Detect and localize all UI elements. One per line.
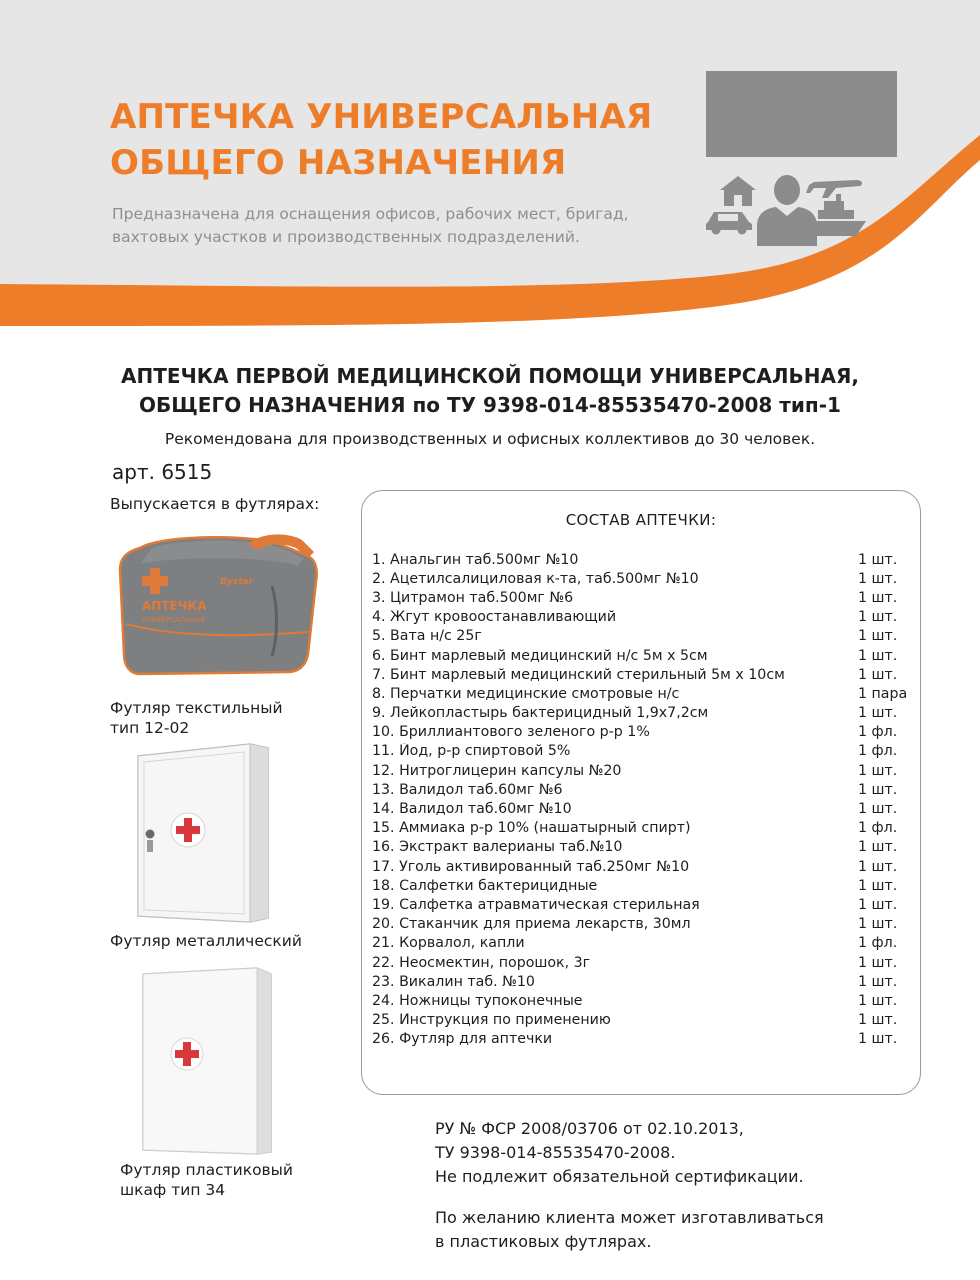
- item-quantity: 1 шт.: [858, 570, 898, 587]
- item-name: 6. Бинт марлевый медицинский н/с 5м х 5см: [372, 647, 708, 664]
- case-label-plastic: [120, 1160, 293, 1200]
- item-quantity: 1 фл.: [858, 820, 898, 837]
- item-quantity: 1 шт.: [858, 647, 898, 664]
- list-item: [372, 550, 918, 569]
- item-name: 16. Экстракт валерианы таб.№10: [372, 839, 623, 856]
- contents-list: [372, 550, 918, 1049]
- item-name: 17. Уголь активированный таб.250мг №10: [372, 858, 690, 875]
- list-item: [372, 742, 918, 761]
- item-quantity: 1 шт.: [858, 992, 898, 1009]
- cases-heading: Выпускается в футлярах:: [110, 495, 320, 513]
- metal-case-image: [130, 740, 275, 925]
- item-quantity: 1 шт.: [858, 839, 898, 856]
- list-item: [372, 1011, 918, 1030]
- item-quantity: 1 шт.: [858, 666, 898, 683]
- case-label-line2: шкаф тип 34: [120, 1181, 226, 1199]
- list-item: [372, 704, 918, 723]
- person-icon: [757, 175, 817, 246]
- item-name: 1. Анальгин таб.500мг №10: [372, 551, 579, 568]
- item-name: 18. Салфетки бактерицидные: [372, 877, 598, 894]
- item-quantity: 1 шт.: [858, 896, 898, 913]
- item-quantity: 1 шт.: [858, 1012, 898, 1029]
- hero-subtitle-line1: Предназначена для оснащения офисов, рабочих мест, бригад,: [112, 205, 629, 223]
- item-name: 4. Жгут кровоостанавливающий: [372, 609, 617, 626]
- case-label-metal: [110, 931, 302, 951]
- list-item: [372, 838, 918, 857]
- list-item: [372, 972, 918, 991]
- footer-line2: ТУ 9398-014-85535470-2008.: [435, 1143, 676, 1162]
- item-quantity: 1 фл.: [858, 935, 898, 952]
- item-name: 3. Цитрамон таб.500мг №6: [372, 589, 574, 606]
- article-number: арт. 6515: [112, 460, 213, 484]
- item-name: 8. Перчатки медицинские смотровые н/с: [372, 685, 680, 702]
- item-quantity: 1 шт.: [858, 628, 898, 645]
- item-quantity: 1 шт.: [858, 801, 898, 818]
- hero-subtitle: [112, 203, 672, 249]
- item-name: 20. Стаканчик для приема лекарств, 30мл: [372, 916, 691, 933]
- item-quantity: 1 шт.: [858, 916, 898, 933]
- case-label-line1: Футляр металлический: [110, 932, 302, 950]
- case-label-textile: [110, 698, 283, 738]
- list-item: [372, 684, 918, 703]
- item-name: 13. Валидол таб.60мг №6: [372, 781, 563, 798]
- list-item: [372, 876, 918, 895]
- list-item: [372, 665, 918, 684]
- footer-line5: в пластиковых футлярах.: [435, 1232, 652, 1251]
- item-quantity: 1 шт.: [858, 1031, 898, 1048]
- item-name: 19. Салфетка атравматическая стерильная: [372, 896, 700, 913]
- item-name: 10. Бриллиантового зеленого р-р 1%: [372, 724, 650, 741]
- plastic-case-image: [135, 966, 275, 1156]
- list-item: [372, 953, 918, 972]
- bag-subtitle: УНИВЕРСАЛЬНАЯ: [142, 616, 205, 624]
- bag-brand: Bystar: [220, 577, 253, 587]
- item-name: 26. Футляр для аптечки: [372, 1031, 553, 1048]
- item-quantity: 1 пара: [858, 685, 908, 702]
- item-name: 12. Нитроглицерин капсулы №20: [372, 762, 622, 779]
- house-icon: [720, 176, 756, 206]
- list-item: [372, 1030, 918, 1049]
- textile-case-image: [112, 526, 322, 686]
- bag-title: АПТЕЧКА: [142, 599, 207, 613]
- item-name: 14. Валидол таб.60мг №10: [372, 801, 572, 818]
- item-quantity: 1 шт.: [858, 954, 898, 971]
- lock-icon: [146, 830, 155, 839]
- ship-icon: [810, 194, 866, 236]
- recommendation-text: Рекомендована для производственных и офисных коллективов до 30 человек.: [164, 430, 816, 448]
- certification-info: [435, 1117, 824, 1254]
- item-quantity: 1 шт.: [858, 973, 898, 990]
- list-item: [372, 799, 918, 818]
- case-label-line1: Футляр текстильный: [110, 699, 283, 717]
- list-item: [372, 780, 918, 799]
- list-item: [372, 915, 918, 934]
- hero-title-line1: АПТЕЧКА УНИВЕРСАЛЬНАЯ: [110, 97, 653, 137]
- contents-title: СОСТАВ АПТЕЧКИ:: [565, 511, 717, 529]
- main-title: [60, 362, 920, 420]
- item-quantity: 1 шт.: [858, 877, 898, 894]
- item-quantity: 1 шт.: [858, 589, 898, 606]
- item-quantity: 1 шт.: [858, 781, 898, 798]
- main-title-line2: ОБЩЕГО НАЗНАЧЕНИЯ по ТУ 9398-014-85535470-2008 тип-1: [139, 393, 841, 417]
- hero-subtitle-line2: вахтовых участков и производственных подразделений.: [112, 228, 580, 246]
- list-item: [372, 895, 918, 914]
- contents-box: [361, 490, 921, 1095]
- item-name: 9. Лейкопластырь бактерицидный 1,9х7,2см: [372, 705, 709, 722]
- logo-placeholder: [706, 71, 897, 157]
- list-item: [372, 608, 918, 627]
- hero-title: [110, 94, 652, 186]
- case-label-line1: Футляр пластиковый: [120, 1161, 293, 1179]
- item-quantity: 1 шт.: [858, 858, 898, 875]
- list-item: [372, 569, 918, 588]
- item-name: 11. Йод, р-р спиртовой 5%: [372, 743, 571, 760]
- item-quantity: 1 шт.: [858, 551, 898, 568]
- list-item: [372, 627, 918, 646]
- footer-line3: Не подлежит обязательной сертификации.: [435, 1167, 804, 1186]
- item-quantity: 1 шт.: [858, 609, 898, 626]
- list-item: [372, 991, 918, 1010]
- hero-title-line2: ОБЩЕГО НАЗНАЧЕНИЯ: [110, 143, 567, 183]
- list-item: [372, 723, 918, 742]
- main-title-line1: АПТЕЧКА ПЕРВОЙ МЕДИЦИНСКОЙ ПОМОЩИ УНИВЕРСАЛЬНАЯ,: [121, 364, 859, 388]
- item-quantity: 1 фл.: [858, 743, 898, 760]
- footer-line4: По желанию клиента может изготавливаться: [435, 1208, 824, 1227]
- list-item: [372, 646, 918, 665]
- plane-icon: [806, 180, 862, 198]
- item-name: 7. Бинт марлевый медицинский стерильный 5м х 10см: [372, 666, 785, 683]
- item-name: 21. Корвалол, капли: [372, 935, 525, 952]
- item-name: 24. Ножницы тупоконечные: [372, 992, 583, 1009]
- item-name: 5. Вата н/с 25г: [372, 628, 482, 645]
- list-item: [372, 819, 918, 838]
- item-name: 2. Ацетилсалициловая к-та, таб.500мг №10: [372, 570, 699, 587]
- list-item: [372, 588, 918, 607]
- item-name: 25. Инструкция по применению: [372, 1012, 611, 1029]
- car-icon: [706, 212, 752, 235]
- usage-icons: [706, 168, 876, 248]
- case-label-line2: тип 12-02: [110, 719, 190, 737]
- item-name: 22. Неосмектин, порошок, 3г: [372, 954, 591, 971]
- list-item: [372, 857, 918, 876]
- list-item: [372, 761, 918, 780]
- item-name: 23. Викалин таб. №10: [372, 973, 535, 990]
- footer-line1: РУ № ФСР 2008/03706 от 02.10.2013,: [435, 1119, 744, 1138]
- item-quantity: 1 фл.: [858, 724, 898, 741]
- item-name: 15. Аммиака р-р 10% (нашатырный спирт): [372, 820, 691, 837]
- item-quantity: 1 шт.: [858, 705, 898, 722]
- list-item: [372, 934, 918, 953]
- item-quantity: 1 шт.: [858, 762, 898, 779]
